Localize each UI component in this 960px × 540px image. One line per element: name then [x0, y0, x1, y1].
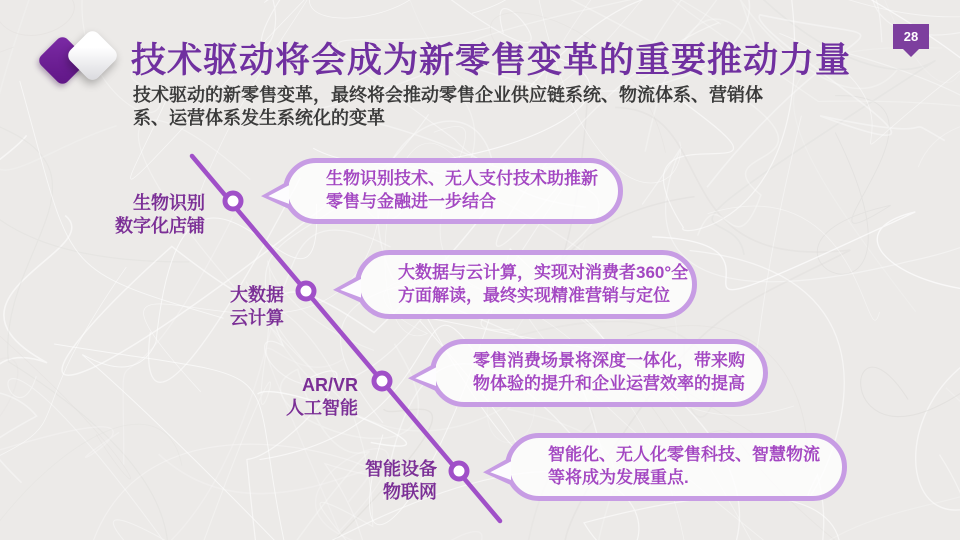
callout-bubble-3-line-2: 物体验的提升和企业运营效率的提高	[473, 374, 745, 393]
logo	[30, 20, 130, 105]
timeline-label-4-line-2: 物联网	[383, 481, 437, 502]
timeline-label-1-line-2: 数字化店铺	[115, 215, 205, 236]
timeline-label-4-line-1: 智能设备	[365, 459, 437, 479]
timeline-label-1	[115, 192, 205, 237]
timeline-label-3-line-2: 人工智能	[286, 397, 358, 418]
callout-bubble-2	[355, 250, 697, 319]
page-title: 技术驱动将会成为新零售变革的重要推动力量	[131, 41, 852, 80]
timeline-node-1	[223, 191, 244, 212]
bubble-tail-icon	[261, 180, 289, 210]
timeline-label-1-line-1: 生物识别	[133, 193, 205, 213]
subtitle-line-2: 系、运营体系发生系统化的变革	[133, 108, 385, 129]
timeline-node-3	[372, 371, 393, 392]
timeline-label-4	[365, 458, 437, 503]
callout-bubble-1-line-1: 生物识别技术、无人支付技术助推新	[326, 169, 598, 189]
timeline-label-2	[230, 284, 284, 329]
timeline-label-2-line-2: 云计算	[230, 307, 284, 328]
callout-bubble-1	[283, 158, 623, 224]
bubble-tail-icon	[333, 274, 361, 304]
callout-bubble-1-line-2: 零售与金融进一步结合	[326, 192, 496, 211]
page-number-badge-arrow-icon	[903, 49, 919, 57]
callout-bubble-4-line-1: 智能化、无人化零售科技、智慧物流	[548, 445, 820, 465]
callout-bubble-3	[430, 339, 768, 407]
timeline-label-3-line-1: AR/VR	[301, 375, 358, 395]
callout-bubble-2-line-2: 方面解读，最终实现精准营销与定位	[398, 285, 670, 305]
timeline-label-3	[286, 374, 358, 419]
page-subtitle	[133, 84, 833, 131]
timeline-node-2	[296, 281, 317, 302]
callout-bubble-4	[505, 433, 847, 501]
page-number-badge: 28	[893, 24, 929, 49]
timeline-label-2-line-1: 大数据	[230, 285, 284, 305]
bubble-tail-icon	[408, 363, 436, 393]
callout-bubble-3-line-1: 零售消费场景将深度一体化，带来购	[473, 351, 745, 371]
bubble-tail-icon	[483, 457, 511, 487]
callout-bubble-4-line-2: 等将成为发展重点.	[548, 468, 689, 487]
subtitle-line-1: 技术驱动的新零售变革，最终将会推动零售企业供应链系统、物流体系、营销体	[133, 85, 763, 105]
timeline-node-4	[449, 461, 470, 482]
callout-bubble-2-line-1: 大数据与云计算，实现对消费者360°全	[398, 262, 689, 282]
